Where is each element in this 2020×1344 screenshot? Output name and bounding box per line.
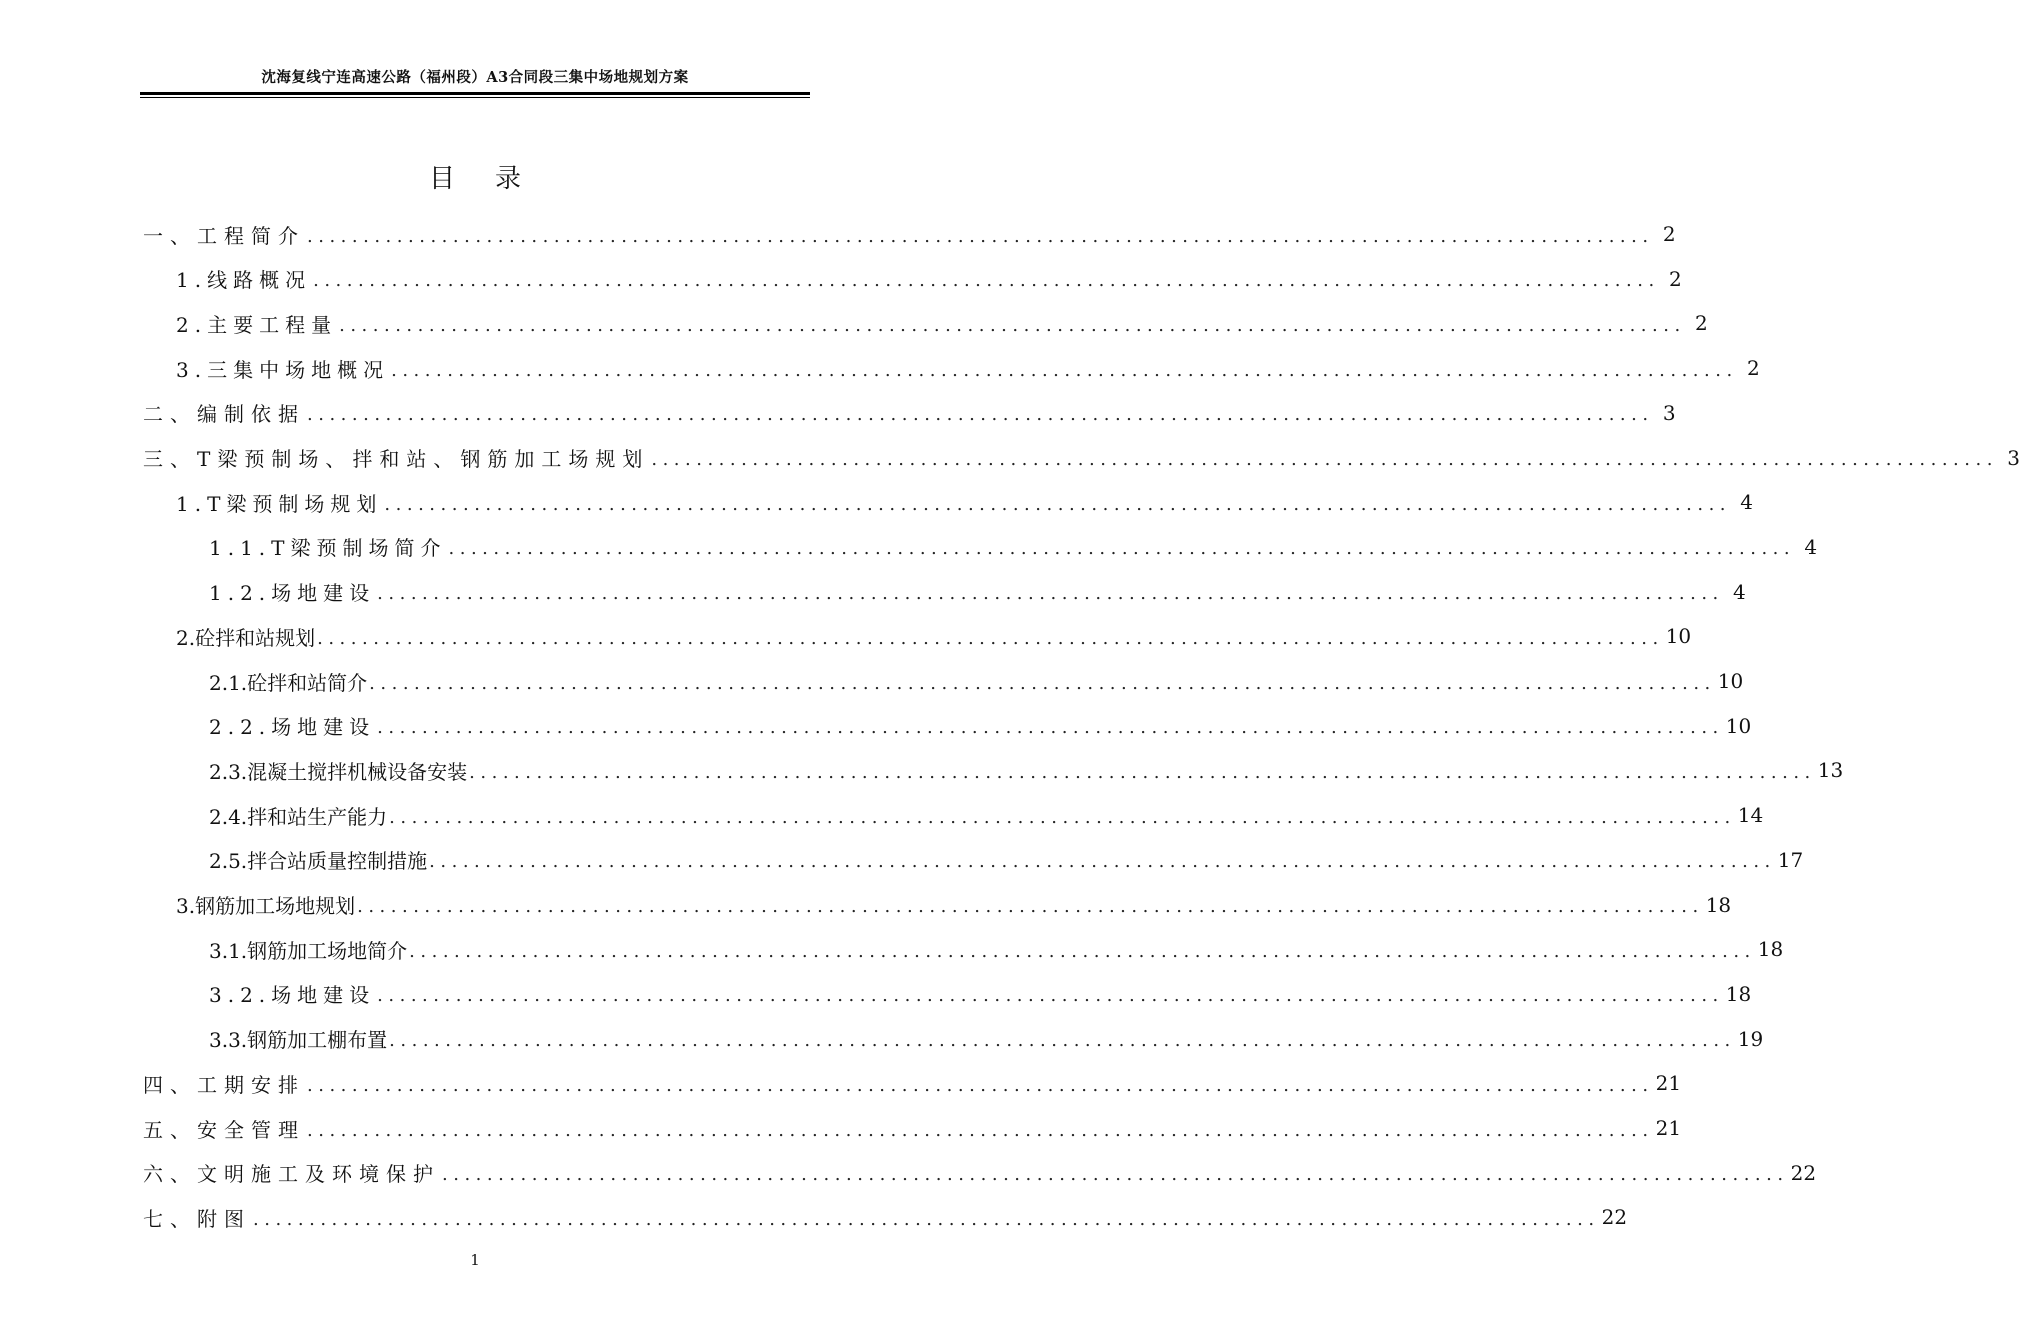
toc-dot-leader: ........................................................................................................................ [391,359,1738,381]
toc-entry-page: 2 [1746,356,1760,381]
toc-entry-page: 2 [1662,222,1676,246]
toc-entry-page: 10 [1665,624,1692,649]
toc-entry-page: 21 [1655,1071,1682,1096]
toc-dot-leader: ........................................................................................................................ [469,761,1816,783]
toc-entry-page: 21 [1655,1116,1682,1140]
toc-entry[interactable] [143,1061,1682,1105]
toc-dot-leader: ........................................................................................................................ [307,1119,1654,1141]
toc-dot-leader: ........................................................................................................................ [429,851,1776,873]
toc-dot-leader: ........................................................................................................................ [389,1030,1736,1052]
toc-entry[interactable] [209,570,1746,614]
toc-entry[interactable] [209,1017,1764,1061]
toc-entry-label: 3.钢筋加工场地规划 [176,894,356,918]
toc-entry-label: 二、编制依据 [143,402,305,427]
toc-entry[interactable] [209,972,1752,1016]
toc-entry[interactable] [209,704,1752,748]
toc-entry-page: 10 [1717,669,1744,693]
toc-entry-label: 三、T梁预制场、拌和站、钢筋加工场规划 [143,447,650,471]
toc-title [0,158,950,195]
toc-entry[interactable] [176,257,1682,301]
toc-entry-label: 3.1.钢筋加工场地简介 [209,938,408,963]
toc-entry-label: 1.2.场地建设 [209,581,376,606]
toc-dot-leader: ........................................................................................................................ [377,583,1724,605]
toc-entry[interactable] [209,525,1818,569]
toc-entry-page: 2 [1668,266,1682,291]
toc-entry-page: 17 [1777,847,1804,872]
toc-entry-label: 四、工期安排 [143,1072,305,1097]
toc-entry-label: 1.T梁预制场规划 [176,491,383,516]
toc-dot-leader: ........................................................................................................................ [307,1074,1654,1096]
toc-entry-label: 3.2.场地建设 [209,983,376,1008]
toc-title-char: 目 [428,164,455,194]
header-rule-thick [140,92,810,95]
toc-entry-label: 五、安全管理 [143,1117,305,1142]
toc-entry-label: 1.1.T梁预制场简介 [209,536,447,561]
toc-dot-leader: ........................................................................................................................ [313,270,1660,292]
toc-entry-label: 3.三集中场地概况 [176,357,390,382]
toc-entry-label: 2.主要工程量 [176,312,338,337]
toc-entry-label: 2.4.拌和站生产能力 [209,804,388,829]
toc-dot-leader: ........................................................................................................................ [377,717,1724,739]
toc-dot-leader: ........................................................................................................................ [384,493,1732,515]
toc-entry-label: 1.线路概况 [176,268,312,293]
toc-entry-label: 七、附图 [143,1206,251,1231]
toc-entry-page: 10 [1725,713,1752,738]
toc-dot-leader: ........................................................................................................................ [307,225,1654,247]
toc-dot-leader: ........................................................................................................................ [442,1164,1789,1186]
toc-entry[interactable] [209,793,1764,837]
toc-entry-label: 3.3.钢筋加工棚布置 [209,1028,388,1053]
toc-entry-page: 14 [1737,803,1764,828]
toc-entry-page: 18 [1705,892,1732,917]
toc-entry[interactable] [176,614,1692,658]
toc-dot-leader: ........................................................................................................................ [377,985,1724,1007]
toc-entry-label: 一、工程简介 [143,223,305,248]
header-rule-thin [140,97,810,98]
toc-dot-leader: ........................................................................................................................ [307,404,1654,426]
toc-dot-leader: ........................................................................................................................ [448,538,1796,560]
toc-dot-leader: ........................................................................................................................ [369,672,1716,694]
page-number: 1 [470,1251,480,1269]
toc-entry[interactable] [176,301,1708,345]
toc-entry[interactable] [143,1151,1817,1195]
toc-entry-page: 4 [1740,490,1754,515]
toc-dot-leader: ........................................................................................................................ [317,627,1664,649]
toc-entry-page: 18 [1725,981,1752,1006]
toc-entry-page: 19 [1737,1026,1764,1051]
toc-entry-label: 六、文明施工及环境保护 [143,1162,440,1187]
toc-entry[interactable] [143,1106,1682,1150]
toc-entry-page: 22 [1790,1160,1817,1185]
toc-dot-leader: ........................................................................................................................ [409,940,1756,962]
toc-entry[interactable] [143,436,2020,480]
toc-entry-label: 2.3.混凝土搅拌机械设备安装 [209,759,468,784]
toc-entry-page: 3 [1662,400,1676,425]
toc-dot-leader: ........................................................................................................................ [339,314,1686,336]
toc-entry[interactable] [176,346,1760,390]
toc-entry-page: 4 [1804,534,1818,559]
toc-dot-leader: ........................................................................................................................ [651,449,1998,470]
toc-title-char: 录 [495,164,522,194]
toc-entry[interactable] [209,927,1784,971]
toc-entry[interactable] [209,748,1844,792]
toc-entry[interactable] [143,391,1676,435]
running-header: 沈海复线宁连高速公路（福州段）A3合同段三集中场地规划方案 [261,69,689,86]
toc-entry-label: 2.5.拌合站质量控制措施 [209,849,428,874]
toc-entry-label: 2.1.砼拌和站简介 [209,670,368,695]
toc-entry[interactable] [143,212,1676,256]
toc-entry-page: 3 [2007,445,2020,470]
toc-entry[interactable] [176,480,1754,524]
toc-entry[interactable] [143,1195,1628,1239]
toc-entry[interactable] [176,883,1732,927]
toc-dot-leader: ........................................................................................................................ [389,806,1736,828]
toc-entry[interactable] [209,659,1744,703]
toc-entry-page: 22 [1601,1205,1628,1230]
toc-entry-label: 2.2.场地建设 [209,715,376,740]
toc-entry-page: 18 [1757,937,1784,962]
toc-entry[interactable] [209,838,1804,882]
toc-entry-page: 2 [1694,311,1708,336]
toc-entry-page: 13 [1817,758,1844,783]
toc-entry-label: 2.砼拌和站规划 [176,625,316,650]
toc-dot-leader: ........................................................................................................................ [253,1208,1600,1230]
toc-dot-leader: ........................................................................................................................ [357,896,1704,917]
toc-entry-page: 4 [1733,579,1746,604]
